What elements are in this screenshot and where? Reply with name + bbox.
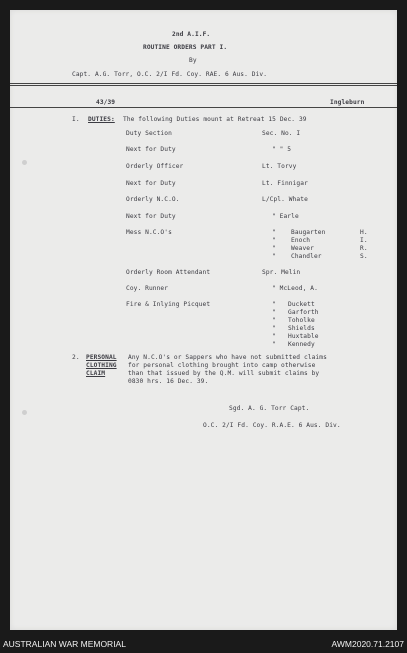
runner-value: " McLeod, A. [272,285,318,292]
ditto-mark: " [272,333,276,340]
ditto-mark: " [272,309,276,316]
section-2-text: for personal clothing brought into camp otherwise [128,362,316,369]
orderly-room-value: Spr. Melin [262,269,301,276]
section-1-number: I. [72,116,80,123]
section-2-heading: PERSONAL [86,354,117,361]
section-2-text: Any N.C.O's or Sappers who have not submitted claims [128,354,327,361]
mess-initial: S. [360,253,368,260]
punch-hole-top [22,160,27,165]
ditto-mark: " [272,245,276,252]
duty-value: L/Cpl. Whate [262,196,308,203]
ditto-mark: " [272,301,276,308]
mess-name: Baugarten [291,229,326,236]
mess-name: Chandler [291,253,322,260]
document-title: ROUTINE ORDERS PART I. [143,44,228,51]
duty-role: Orderly N.C.O. [126,196,180,203]
order-rule [10,107,397,108]
section-2-text: than that issued by the Q.M. will submit claims by [128,370,320,377]
section-2-heading: CLOTHING [86,362,117,369]
duty-value: " " 5 [272,146,292,153]
document-page [10,10,397,630]
picquet-name: Garforth [288,309,319,316]
section-2-text: 0830 hrs. 16 Dec. 39. [128,378,209,385]
ditto-mark: " [272,229,276,236]
archive-id: AWM2020.71.2107 [331,639,404,649]
mess-role: Mess N.C.O's [126,229,172,236]
mess-initial: H. [360,229,368,236]
picquet-name: Shields [288,325,315,332]
section-1-intro: The following Duties mount at Retreat 15 Dec. 39 [123,116,307,123]
duty-value: " Earle [272,213,299,220]
archive-name: AUSTRALIAN WAR MEMORIAL [3,639,126,649]
header-rule-bottom [10,85,397,86]
ditto-mark: " [272,253,276,260]
author-line: Capt. A.G. Torr, O.C. 2/I Fd. Coy. RAE. 6 Aus. Div. [72,71,268,78]
by-line: By [189,57,197,64]
duty-value: Sec. No. I [262,130,301,137]
runner-role: Coy. Runner [126,285,169,292]
punch-hole-bottom [22,410,27,415]
ditto-mark: " [272,341,276,348]
mess-initial: I. [360,237,368,244]
duty-role: Orderly Officer [126,163,184,170]
duty-value: Lt. Finnigar [262,180,308,187]
ditto-mark: " [272,325,276,332]
signature-line: Sgd. A. G. Torr Capt. [229,405,310,412]
mess-name: Weaver [291,245,314,252]
orderly-room-role: Orderly Room Attendant [126,269,211,276]
section-2-heading: CLAIM [86,370,106,377]
section-1-heading: DUTIES: [88,116,115,123]
archive-footer [0,633,407,653]
duty-role: Next for Duty [126,213,176,220]
unit-heading: 2nd A.I.F. [172,31,211,38]
mess-name: Enoch [291,237,311,244]
picquet-name: Huxtable [288,333,319,340]
duty-role: Next for Duty [126,146,176,153]
duty-value: Lt. Torvy [262,163,297,170]
section-2-number: 2. [72,354,80,361]
picquet-role: Fire & Inlying Picquet [126,301,211,308]
header-rule-top [10,83,397,84]
mess-initial: R. [360,245,368,252]
picquet-name: Toholke [288,317,315,324]
signature-unit: O.C. 2/I Fd. Coy. R.A.E. 6 Aus. Div. [203,422,341,429]
picquet-name: Duckett [288,301,315,308]
duty-role: Next for Duty [126,180,176,187]
picquet-name: Kennedy [288,341,315,348]
ditto-mark: " [272,317,276,324]
order-number: 43/39 [96,99,116,106]
ditto-mark: " [272,237,276,244]
place-name: Ingleburn [330,99,365,106]
duty-role: Duty Section [126,130,172,137]
